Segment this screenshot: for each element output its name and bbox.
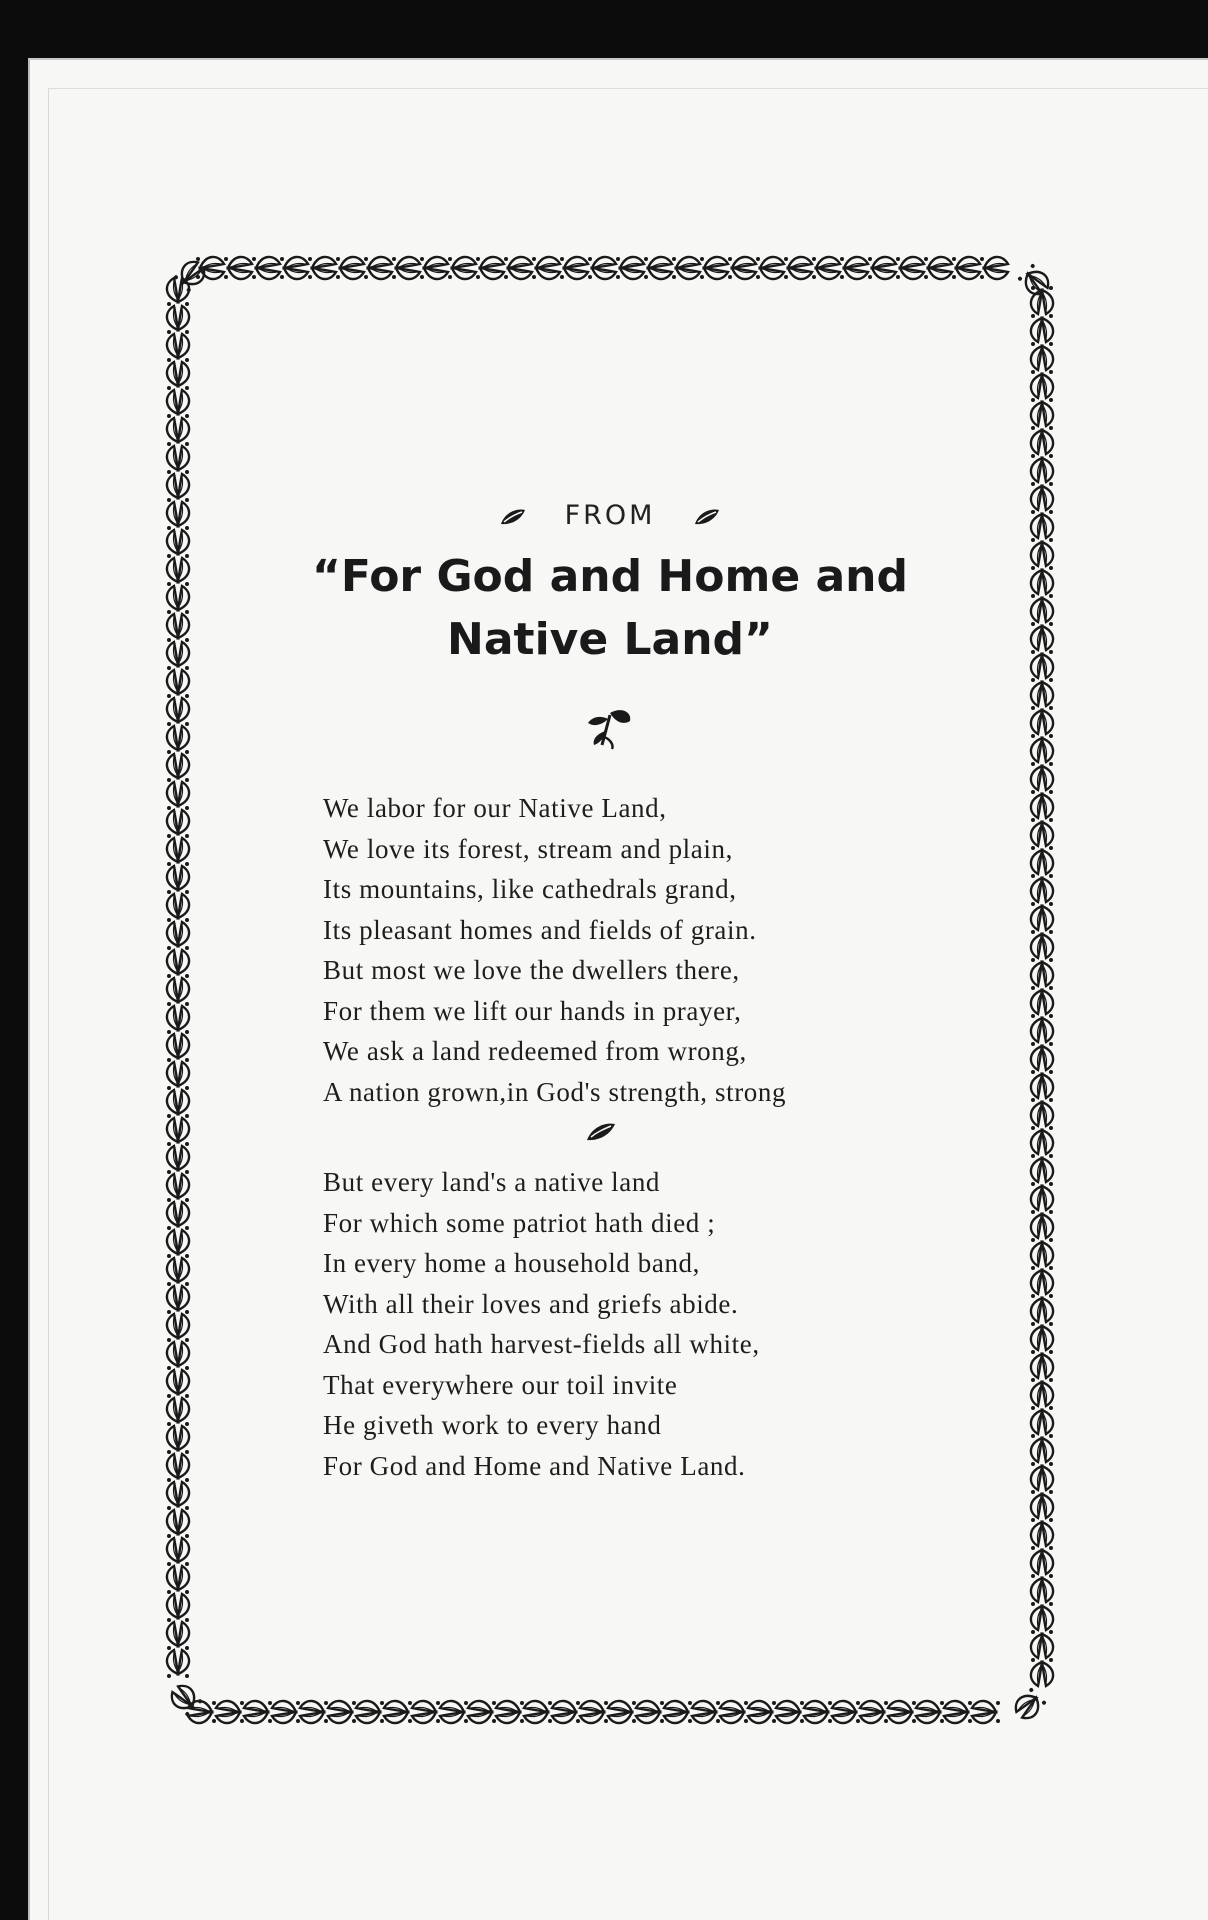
from-label: FROM bbox=[564, 500, 656, 531]
poem-line: In every home a household band, bbox=[323, 1248, 700, 1278]
poem-title-line-2: Native Land” bbox=[447, 614, 773, 665]
from-heading bbox=[150, 500, 1070, 531]
poem-line: Its pleasant homes and fields of grain. bbox=[323, 914, 757, 945]
poem-line: With all their loves and griefs abide. bbox=[323, 1288, 739, 1319]
scan-background-left bbox=[0, 0, 28, 1920]
floral-sprig-icon bbox=[580, 705, 640, 755]
poem-line: We labor for our Native Land, bbox=[323, 793, 667, 823]
poem-line: We love its forest, stream and plain, bbox=[323, 833, 733, 864]
poem-line: And God hath harvest-fields all white, bbox=[323, 1329, 760, 1359]
poem-line: But most we love the dwellers there, bbox=[323, 955, 740, 985]
poem-line: Its mountains, like cathedrals grand, bbox=[323, 874, 737, 904]
poem-line: But every land's a native land bbox=[323, 1167, 661, 1197]
stanza-2 bbox=[323, 1162, 983, 1486]
poem-line: He giveth work to every hand bbox=[323, 1410, 662, 1440]
poem-line: For God and Home and Native Land. bbox=[323, 1450, 746, 1481]
poem-page-content bbox=[150, 240, 1070, 1740]
stanza-1 bbox=[323, 788, 983, 1112]
leaf-ornament-left-icon bbox=[499, 508, 527, 526]
leaf-separator-icon bbox=[585, 1122, 617, 1142]
poem-title-line-1: “For God and Home and bbox=[312, 551, 908, 602]
poem-line: We ask a land redeemed from wrong, bbox=[323, 1036, 747, 1066]
poem-line: A nation grown,in God's strength, strong bbox=[323, 1076, 787, 1107]
poem-line: For which some patriot hath died ; bbox=[323, 1207, 716, 1238]
scan-background-top bbox=[0, 0, 1208, 58]
poem-title bbox=[150, 545, 1070, 671]
poem-line: For them we lift our hands in prayer, bbox=[323, 995, 742, 1026]
leaf-ornament-right-icon bbox=[693, 508, 721, 526]
poem-line: That everywhere our toil invite bbox=[323, 1369, 678, 1400]
